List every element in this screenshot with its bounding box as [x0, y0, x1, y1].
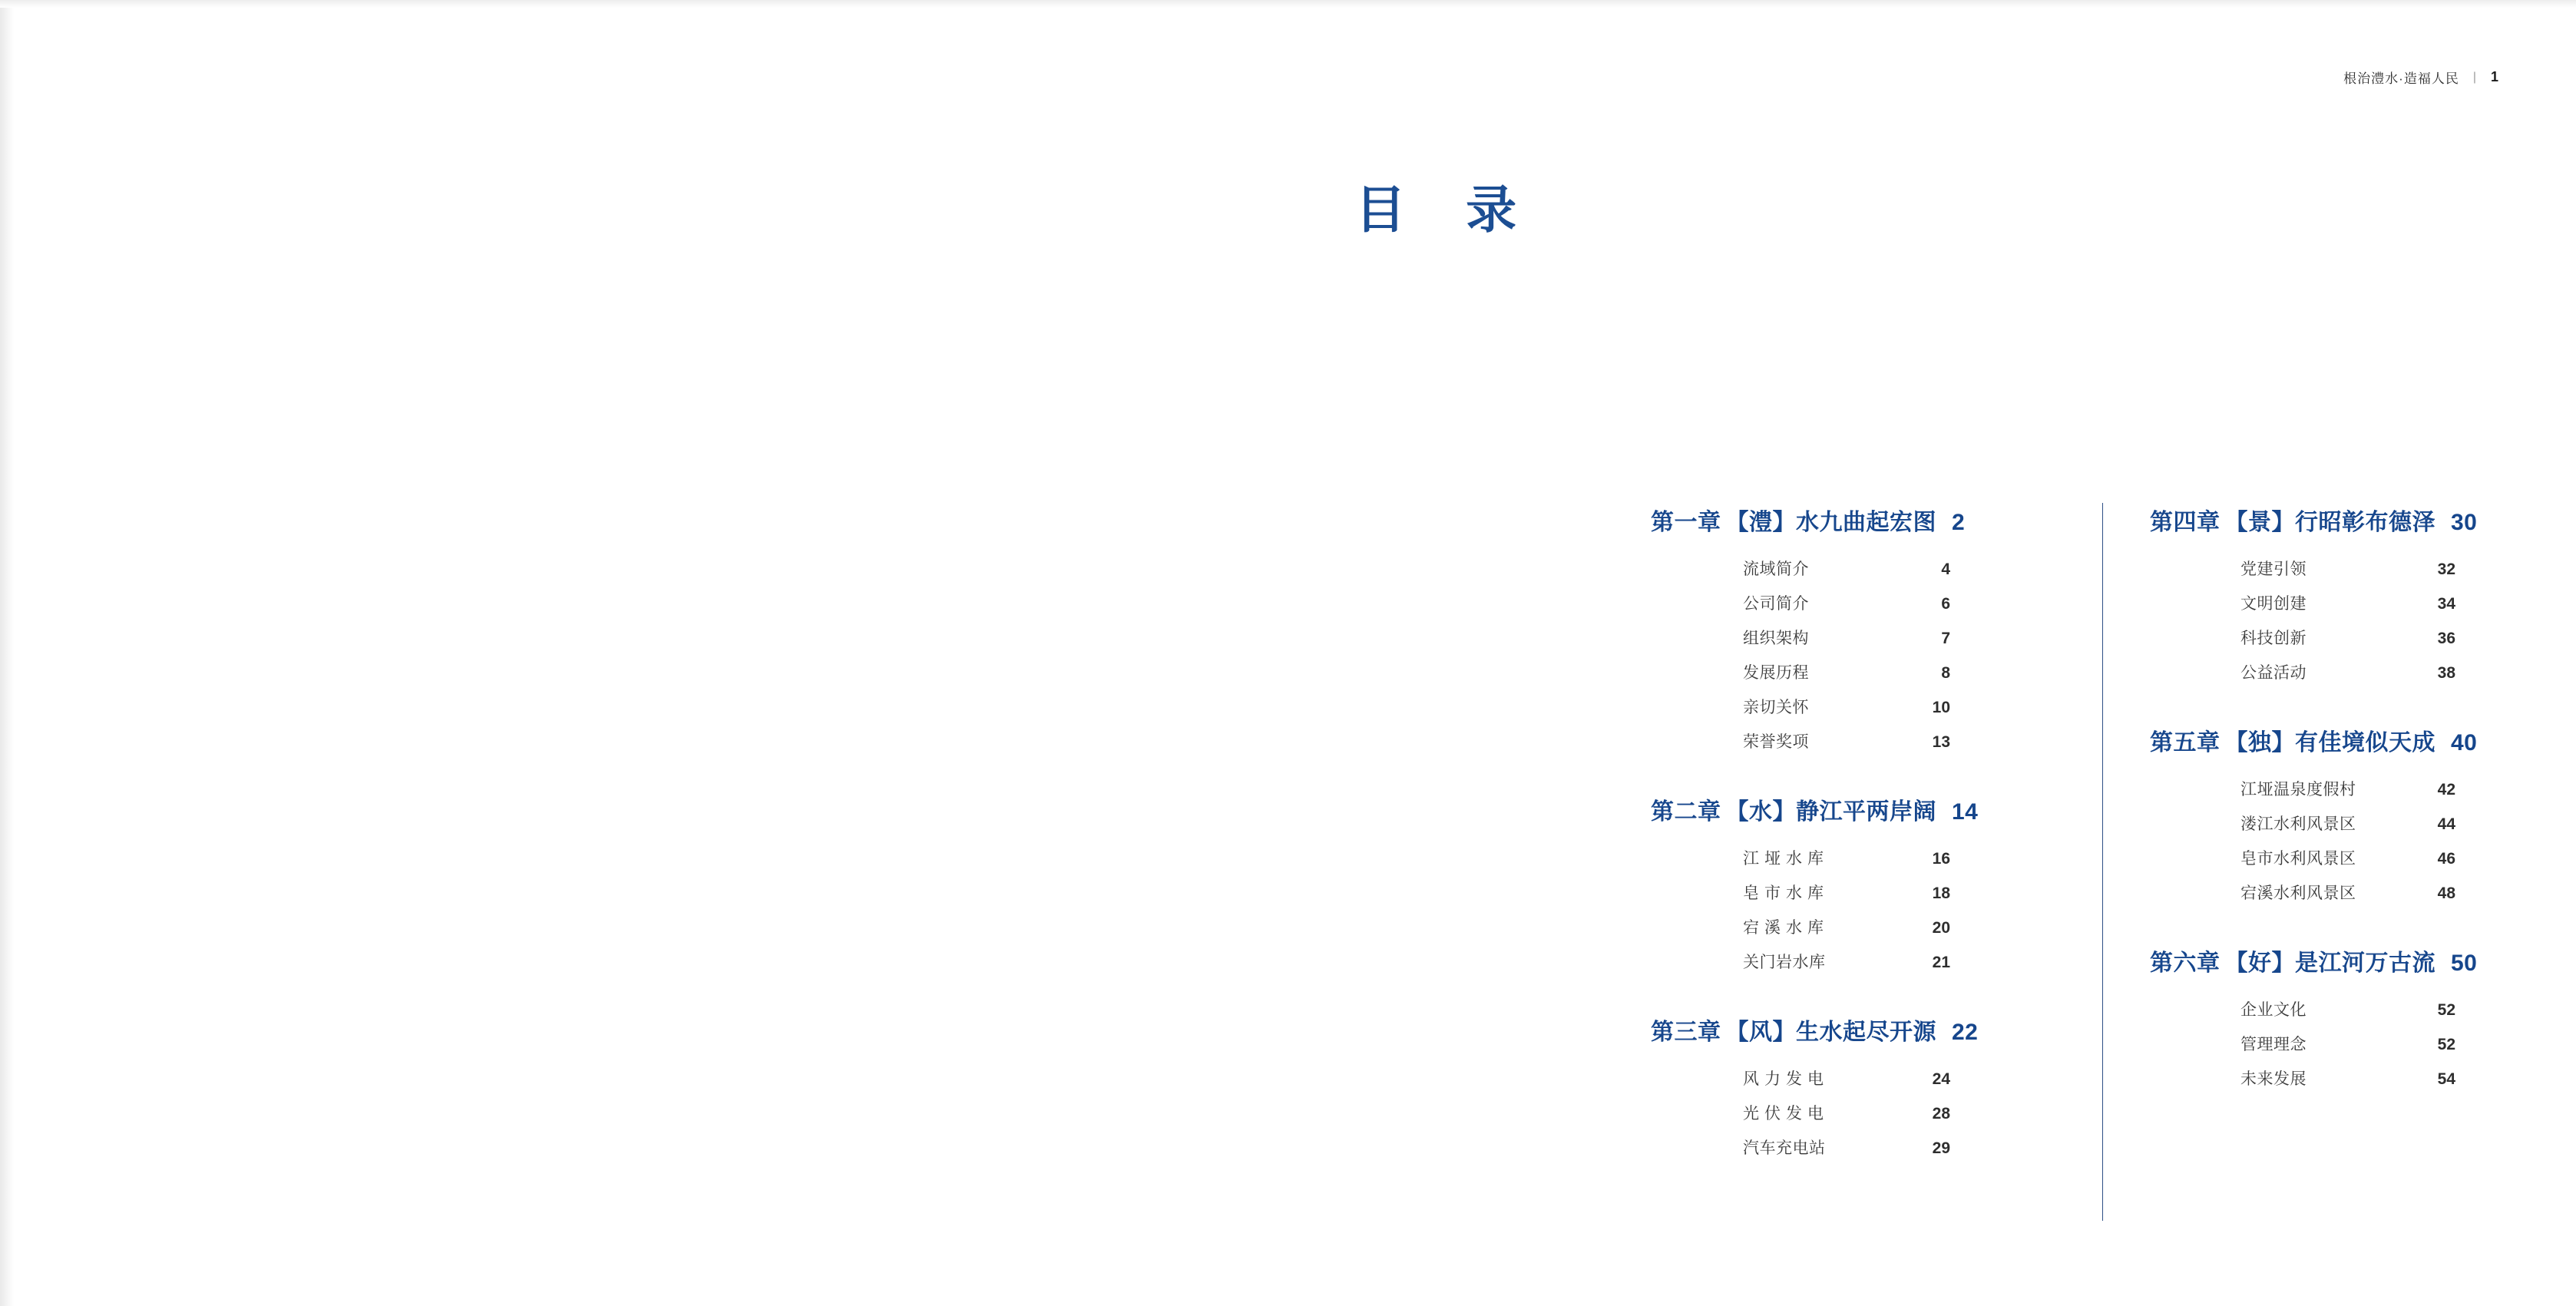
toc-entry-title: 宕溪水库 — [1743, 919, 1829, 937]
toc-entry-title: 关门岩水库 — [1743, 954, 1826, 971]
toc-entry-page: 4 — [1941, 560, 1950, 578]
toc-entry[interactable] — [2240, 626, 2549, 649]
toc-entry[interactable] — [2240, 812, 2549, 835]
page-number: 1 — [2490, 69, 2499, 84]
toc-entry[interactable] — [2240, 881, 2549, 904]
toc-chapter-label: 第四章 — [2150, 510, 2221, 535]
toc-entry-title: 风力发电 — [1743, 1070, 1829, 1088]
toc-entry-page: 28 — [1932, 1105, 1950, 1122]
toc-entry-page: 48 — [2437, 884, 2455, 902]
toc-chapter — [2150, 944, 2549, 1089]
toc-entry[interactable] — [2240, 997, 2549, 1020]
toc-entry-page: 8 — [1941, 664, 1950, 682]
toc-entry-title: 企业文化 — [2240, 1001, 2306, 1019]
toc-entry[interactable] — [2240, 660, 2549, 683]
toc-chapter-page: 50 — [2451, 951, 2478, 976]
toc-entry[interactable] — [1743, 1066, 2050, 1089]
toc-chapter-label: 第六章 — [2150, 951, 2221, 976]
toc-chapter-page: 22 — [1952, 1020, 1979, 1045]
toc-entry-page: 24 — [1932, 1070, 1950, 1088]
toc-entry-title: 皂市水利风景区 — [2240, 850, 2356, 868]
toc-column-left — [1651, 503, 2050, 1172]
toc-entry-title: 未来发展 — [2240, 1070, 2306, 1088]
toc-entry-title: 江垭温泉度假村 — [2240, 781, 2356, 798]
toc-chapter-label: 第二章 — [1651, 799, 1721, 825]
running-head-separator: | — [2472, 70, 2477, 84]
toc-entry-page: 32 — [2437, 560, 2455, 578]
toc-entry-page: 46 — [2437, 850, 2455, 868]
toc-entry-title: 汽车充电站 — [1743, 1139, 1826, 1157]
toc-entry-page: 36 — [2437, 630, 2455, 647]
toc-entry-page: 54 — [2437, 1070, 2455, 1088]
toc-entry-list — [1651, 557, 2050, 752]
toc-entry-page: 18 — [1932, 884, 1950, 902]
toc-entry-title: 宕溪水利风景区 — [2240, 884, 2356, 902]
toc-chapter-heading[interactable] — [2150, 944, 2549, 977]
toc-entry[interactable] — [2240, 777, 2549, 800]
toc-chapter-title: 【水】静江平两岸阔 — [1725, 799, 1936, 825]
toc-entry[interactable] — [1743, 881, 2050, 904]
toc-entry-title: 科技创新 — [2240, 630, 2306, 647]
toc-chapter-page: 40 — [2451, 730, 2478, 755]
toc-entry[interactable] — [2240, 846, 2549, 869]
toc-chapter — [1651, 1013, 2050, 1159]
toc-entry-title: 公益活动 — [2240, 664, 2306, 682]
toc-entry-title: 组织架构 — [1743, 630, 1809, 647]
page-edge-shading-left — [0, 0, 14, 1306]
toc-entry-page: 7 — [1941, 630, 1950, 647]
toc-chapter-title: 【澧】水九曲起宏图 — [1725, 510, 1936, 535]
toc-entry[interactable] — [1743, 1101, 2050, 1124]
page-edge-shading-top — [0, 0, 2576, 8]
toc-entry-title: 文明创建 — [2240, 595, 2306, 613]
toc-entry-list — [2150, 557, 2549, 683]
toc-chapter-heading[interactable] — [1651, 1013, 2050, 1046]
toc-chapter-label: 第一章 — [1651, 510, 1721, 535]
toc-entry[interactable] — [1743, 660, 2050, 683]
toc-entry-list — [2150, 777, 2549, 904]
toc-entry[interactable] — [1743, 915, 2050, 938]
toc-chapter — [2150, 503, 2549, 683]
toc-chapter-label: 第三章 — [1651, 1020, 1721, 1045]
toc-entry[interactable] — [2240, 1032, 2549, 1055]
toc-entry-title: 溇江水利风景区 — [2240, 815, 2356, 833]
toc-entry-list — [2150, 997, 2549, 1089]
toc-entry-page: 13 — [1932, 733, 1950, 751]
toc-chapter-label: 第五章 — [2150, 730, 2221, 755]
toc-entry[interactable] — [1743, 591, 2050, 614]
toc-entry-page: 20 — [1932, 919, 1950, 937]
toc-chapter-title: 【景】行昭彰布德泽 — [2224, 510, 2435, 535]
toc-entry-title: 公司简介 — [1743, 595, 1809, 613]
toc-chapter-heading[interactable] — [1651, 503, 2050, 537]
running-head — [2343, 68, 2499, 87]
toc-entry-page: 6 — [1941, 595, 1950, 613]
toc-chapter-heading[interactable] — [1651, 792, 2050, 826]
toc-chapter — [1651, 792, 2050, 973]
toc-entry[interactable] — [2240, 1066, 2549, 1089]
column-divider — [2102, 503, 2103, 1221]
toc-entry-page: 16 — [1932, 850, 1950, 868]
page-title: 目 录 — [1354, 181, 1540, 238]
toc-chapter-page: 14 — [1952, 799, 1979, 825]
toc-entry-title: 党建引领 — [2240, 560, 2306, 578]
toc-chapter — [2150, 723, 2549, 904]
toc-chapter-page: 30 — [2451, 510, 2478, 535]
toc-entry-title: 亲切关怀 — [1743, 699, 1809, 716]
toc-entry-title: 流域简介 — [1743, 560, 1809, 578]
toc-entry[interactable] — [1743, 557, 2050, 580]
toc-entry[interactable] — [2240, 591, 2549, 614]
toc-entry-title: 荣誉奖项 — [1743, 733, 1809, 751]
toc-entry-page: 42 — [2437, 781, 2455, 798]
toc-entry-title: 皂市水库 — [1743, 884, 1829, 902]
toc-chapter — [1651, 503, 2050, 752]
toc-entry-page: 10 — [1932, 699, 1950, 716]
toc-entry[interactable] — [1743, 626, 2050, 649]
table-of-contents — [1651, 503, 2549, 1172]
toc-entry-page: 29 — [1932, 1139, 1950, 1157]
toc-entry-page: 38 — [2437, 664, 2455, 682]
toc-entry[interactable] — [1743, 950, 2050, 973]
toc-entry-title: 光伏发电 — [1743, 1105, 1829, 1122]
toc-column-right — [2102, 503, 2549, 1103]
toc-entry-title: 江垭水库 — [1743, 850, 1829, 868]
toc-entry-title: 发展历程 — [1743, 664, 1809, 682]
toc-chapter-page: 2 — [1952, 510, 1966, 535]
toc-chapter-title: 【好】是江河万古流 — [2224, 951, 2435, 976]
toc-entry-page: 21 — [1932, 954, 1950, 971]
toc-chapter-title: 【独】有佳境似天成 — [2224, 730, 2435, 755]
toc-entry-title: 管理理念 — [2240, 1036, 2306, 1053]
toc-entry-page: 44 — [2437, 815, 2455, 833]
toc-chapter-heading[interactable] — [2150, 723, 2549, 757]
toc-entry[interactable] — [1743, 1136, 2050, 1159]
toc-chapter-title: 【风】生水起尽开源 — [1725, 1020, 1936, 1045]
toc-entry[interactable] — [2240, 557, 2549, 580]
toc-entry-page: 52 — [2437, 1036, 2455, 1053]
toc-entry-list — [1651, 846, 2050, 973]
toc-entry-page: 34 — [2437, 595, 2455, 613]
toc-entry-list — [1651, 1066, 2050, 1159]
toc-entry[interactable] — [1743, 695, 2050, 718]
toc-entry-page: 52 — [2437, 1001, 2455, 1019]
running-head-text: 根治澧水·造福人民 — [2343, 71, 2459, 86]
toc-chapter-heading[interactable] — [2150, 503, 2549, 537]
toc-entry[interactable] — [1743, 846, 2050, 869]
toc-entry[interactable] — [1743, 729, 2050, 752]
